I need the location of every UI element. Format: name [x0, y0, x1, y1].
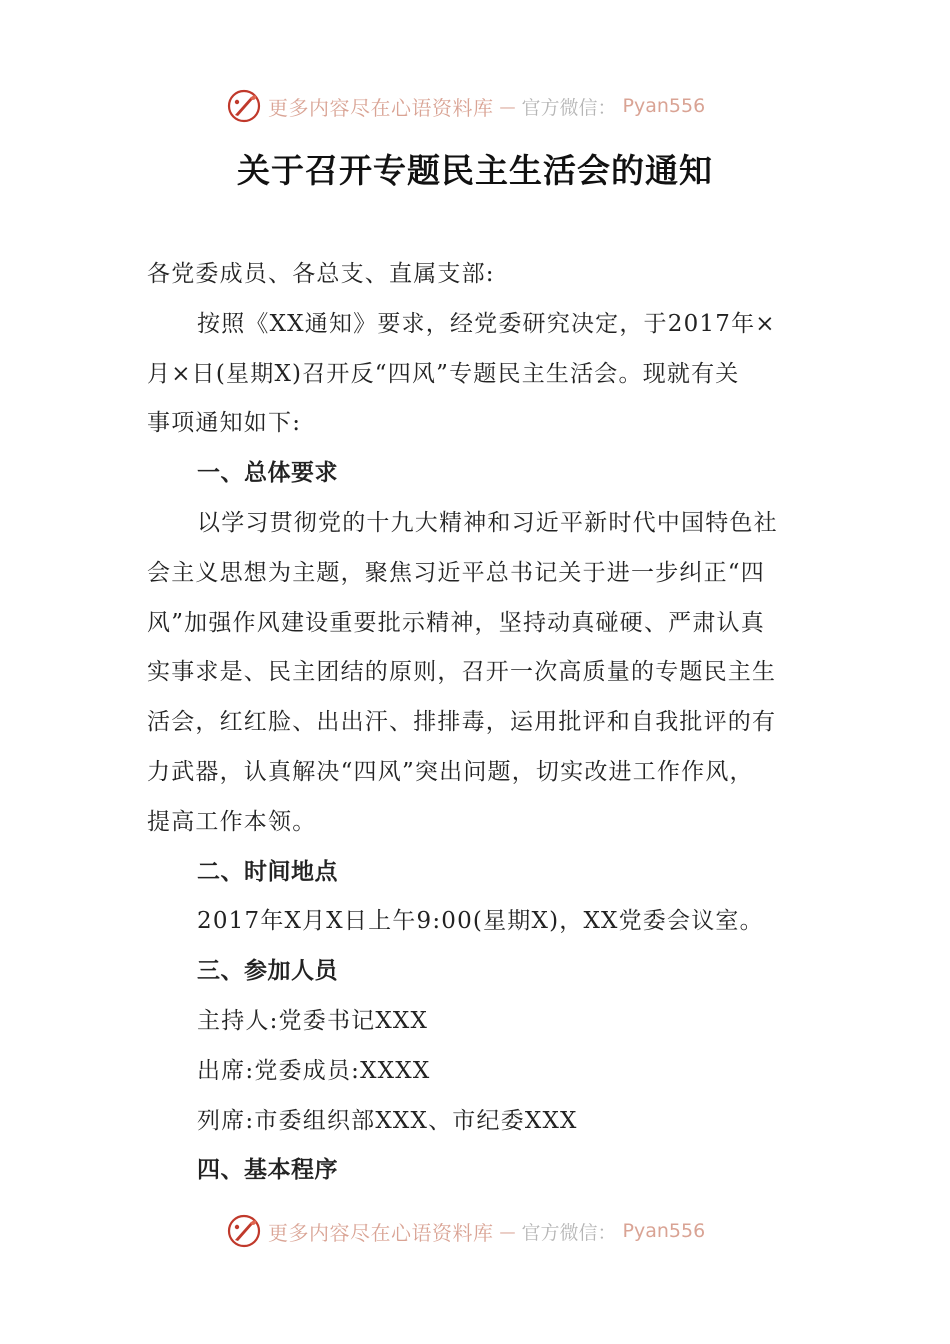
watermark-separator: — [499, 96, 516, 116]
watermark-banner-bottom [226, 1211, 746, 1251]
paragraph-line: 风”加强作风建设重要批示精神，坚持动真碰硬、严肃认真 [147, 609, 765, 636]
paragraph-line: 事项通知如下: [147, 410, 302, 437]
paragraph-line: 月×日(星期X)召开反“四风”专题民主生活会。现就有关 [147, 360, 740, 387]
paragraph-line: 各党委成员、各总支、直属支部: [147, 261, 495, 287]
section-heading: 一、总体要求 [197, 460, 338, 487]
watermark-separator: — [499, 1221, 516, 1241]
document-title: 关于召开专题民主生活会的通知 [237, 151, 713, 190]
paragraph-line: 按照《XX通知》要求，经党委研究决定，于2017年× [197, 310, 776, 337]
section-heading: 四、基本程序 [197, 1157, 338, 1184]
watermark-label: 官方微信： [521, 1221, 617, 1244]
section-heading: 三、参加人员 [197, 958, 338, 985]
paragraph-line: 提高工作本领。 [147, 808, 317, 835]
watermark-id: Pyan556 [622, 95, 706, 117]
document-body [147, 250, 809, 1196]
paragraph-line: 力武器，认真解决“四风”突出问题，切实改进工作作风， [147, 758, 754, 785]
paragraph-line: 2017年X月X日上午9:00(星期X)，XX党委会议室。 [197, 908, 764, 935]
watermark-text: 更多内容尽在心语资料库 [268, 95, 494, 120]
paragraph-line: 列席:市委组织部XXX、市纪委XXX [197, 1107, 578, 1134]
watermark-id: Pyan556 [622, 1220, 706, 1242]
watermark-label: 官方微信： [521, 96, 617, 119]
watermark-text: 更多内容尽在心语资料库 [268, 1220, 494, 1245]
paragraph-line: 活会，红红脸、出出汗、排排毒，运用批评和自我批评的有 [147, 709, 777, 736]
paragraph-line: 会主义思想为主题，聚焦习近平总书记关于进一步纠正“四 [147, 559, 765, 586]
quill-logo-icon [226, 1213, 262, 1249]
paragraph-line: 主持人:党委书记XXX [197, 1007, 429, 1034]
paragraph-line: 出席:党委成员:XXXX [197, 1057, 431, 1084]
paragraph-line: 实事求是、民主团结的原则，召开一次高质量的专题民主生 [147, 659, 777, 686]
quill-logo-icon [226, 88, 262, 124]
watermark-banner-top [226, 86, 746, 126]
section-heading: 二、时间地点 [197, 858, 338, 885]
paragraph-line: 以学习贯彻党的十九大精神和习近平新时代中国特色社 [197, 509, 778, 536]
